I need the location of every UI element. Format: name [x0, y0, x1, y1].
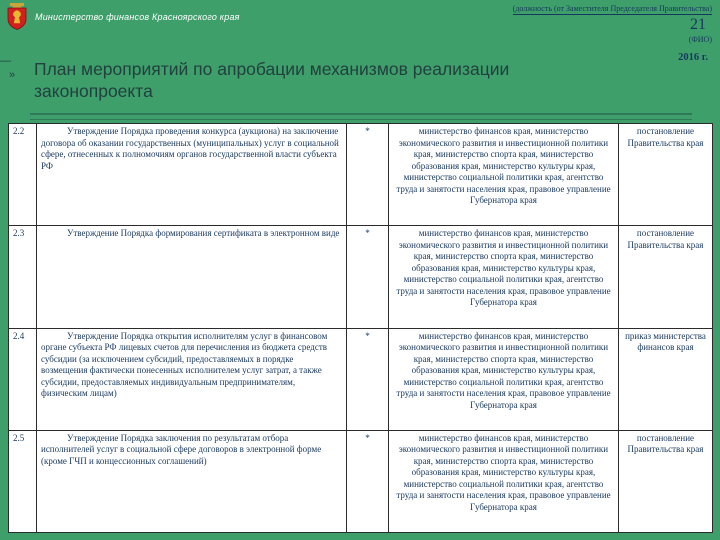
table-row — [9, 328, 713, 430]
date-mark-cell: * — [347, 430, 389, 532]
row-number-cell: 2.3 — [9, 226, 37, 328]
row-number-cell: 2.5 — [9, 430, 37, 532]
result-cell: постановление Правительства края — [619, 226, 713, 328]
date-mark-cell: * — [347, 226, 389, 328]
plan-table — [8, 123, 713, 533]
activity-cell: Утверждение Порядка открытия исполнителям услуг в финансовом органе субъекта РФ лицевых счетов для перечисления из бюджета средств субсидии (за исключением субсидий, предоставляемых в порядке возмещения фактически понесенных исполнителем услуг затрат, а также субсидии, предоставляемых индивидуальным предпринимателям, физическим лицам) — [37, 328, 347, 430]
coat-of-arms-icon — [6, 3, 28, 30]
activity-cell: Утверждение Порядка проведения конкурса (аукциона) на заключение договора об оказании государственных (муниципальных) услуг в социальной сфере, отнесенных к полномочиям органов государственной власти субъекта РФ — [37, 124, 347, 226]
slide-number: 21 — [690, 16, 706, 33]
responsible-cell: министерство финансов края, министерство экономического развития и инвестиционной политики края, министерство спорта края, министерство образования края, министерство культуры края, министерство социальной политики края, агентство труда и занятости населения края, правовое управление Губернатора края — [389, 226, 619, 328]
table-row — [9, 226, 713, 328]
result-cell: постановление Правительства края — [619, 430, 713, 532]
responsible-cell: министерство финансов края, министерство экономического развития и инвестиционной политики края, министерство спорта края, министерство образования края, министерство культуры края, министерство социальной политики края, агентство труда и занятости населения края, правовое управление Губернатора края — [389, 328, 619, 430]
fio-placeholder: (ФИО) — [688, 35, 712, 44]
date-mark-cell: * — [347, 124, 389, 226]
responsible-cell: министерство финансов края, министерство экономического развития и инвестиционной политики края, министерство спорта края, министерство образования края, министерство культуры края, министерство социальной политики края, агентство труда и занятости населения края, правовое управление Губернатора края — [389, 430, 619, 532]
position-placeholder: (должность (от Заместителя Председателя Правительства) — [512, 4, 712, 13]
chevron-mark: » — [9, 69, 16, 81]
activity-cell: Утверждение Порядка формирования сертификата в электронном виде — [37, 226, 347, 328]
year-label: 2016 г. — [678, 52, 708, 63]
slide-title: План мероприятий по апробации механизмов реализации законопроекта — [34, 59, 510, 102]
table-row — [9, 430, 713, 532]
plan-table-body — [9, 124, 713, 533]
table-row — [9, 124, 713, 226]
header-left — [6, 3, 240, 30]
row-number-cell: 2.4 — [9, 328, 37, 430]
dash-mark: — — [0, 55, 11, 67]
activity-cell: Утверждение Порядка заключения по результатам отбора исполнителей услуг в социальной сфере договоров в электронной форме (кроме ГЧП и концессионных соглашений) — [37, 430, 347, 532]
result-cell: постановление Правительства края — [619, 124, 713, 226]
divider-line — [30, 113, 692, 120]
result-cell: приказ министерства финансов края — [619, 328, 713, 430]
row-number-cell: 2.2 — [9, 124, 37, 226]
date-mark-cell: * — [347, 328, 389, 430]
responsible-cell: министерство финансов края, министерство экономического развития и инвестиционной политики края, министерство спорта края, министерство образования края, министерство культуры края, министерство социальной политики края, агентство труда и занятости населения края, правовое управление Губернатора края — [389, 124, 619, 226]
header-right — [513, 4, 712, 44]
org-name: Министерство финансов Красноярского края — [35, 12, 240, 22]
